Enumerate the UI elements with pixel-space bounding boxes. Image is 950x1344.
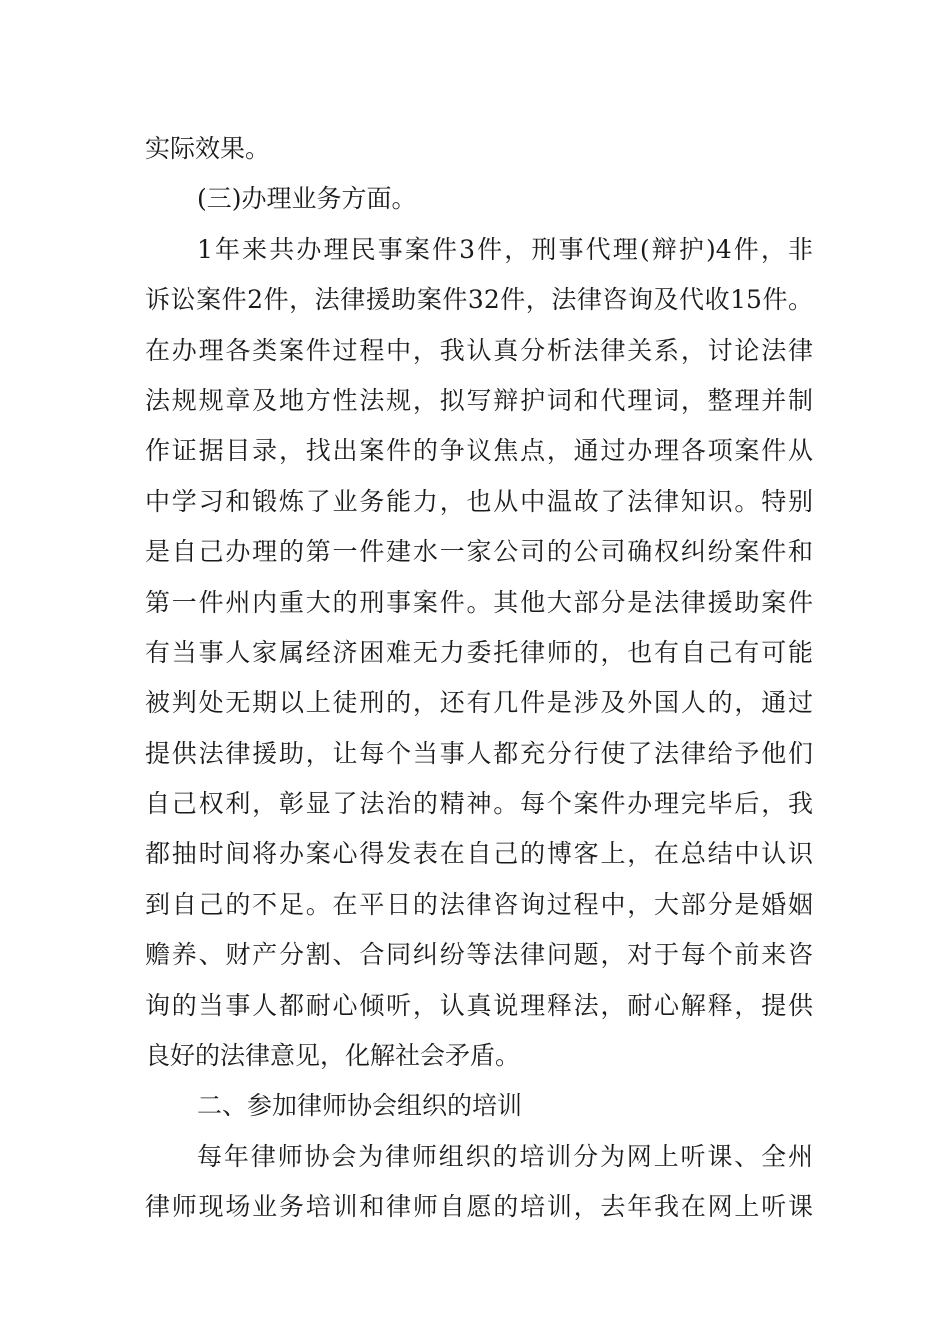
section-heading: 二、参加律师协会组织的培训: [197, 1091, 523, 1121]
paragraph-line: 作证据目录，找出案件的争议焦点，通过办理各项案件从: [145, 436, 813, 466]
paragraph-line: 在办理各类案件过程中，我认真分析法律关系，讨论法律: [145, 335, 813, 365]
paragraph-line: 询的当事人都耐心倾听，认真说理释法，耐心解释，提供: [145, 990, 813, 1020]
paragraph-line: 律师现场业务培训和律师自愿的培训，去年我在网上听课: [145, 1192, 813, 1222]
paragraph-line: 被判处无期以上徒刑的，还有几件是涉及外国人的，通过: [145, 688, 813, 718]
paragraph-line: 良好的法律意见，化解社会矛盾。: [145, 1041, 521, 1071]
paragraph-line: 提供法律援助，让每个当事人都充分行使了法律给予他们: [145, 738, 813, 768]
paragraph-line: 有当事人家属经济困难无力委托律师的，也有自己有可能: [145, 637, 813, 667]
paragraph-line: 法规规章及地方性法规，拟写辩护词和代理词，整理并制: [145, 385, 813, 415]
paragraph-line: 中学习和锻炼了业务能力，也从中温故了法律知识。特别: [145, 486, 813, 516]
paragraph-line: 第一件州内重大的刑事案件。其他大部分是法律援助案件: [145, 587, 813, 617]
paragraph-line: 每年律师协会为律师组织的培训分为网上听课、全州: [197, 1141, 813, 1171]
paragraph-line: 到自己的不足。在平日的法律咨询过程中，大部分是婚姻: [145, 889, 813, 919]
subsection-heading: (三)办理业务方面。: [197, 184, 417, 214]
document-body: [145, 124, 813, 1233]
paragraph-line: 都抽时间将办案心得发表在自己的博客上，在总结中认识: [145, 839, 813, 869]
paragraph-line: 1年来共办理民事案件3件，刑事代理(辩护)4件，非: [197, 234, 813, 264]
paragraph-line: 诉讼案件2件，法律援助案件32件，法律咨询及代收15件。: [145, 285, 813, 315]
paragraph-line: 自己权利，彰显了法治的精神。每个案件办理完毕后，我: [145, 789, 813, 819]
paragraph-line: 是自己办理的第一件建水一家公司的公司确权纠纷案件和: [145, 537, 813, 567]
paragraph-line: 赡养、财产分割、合同纠纷等法律问题，对于每个前来咨: [145, 940, 813, 970]
paragraph-line: 实际效果。: [145, 134, 271, 163]
